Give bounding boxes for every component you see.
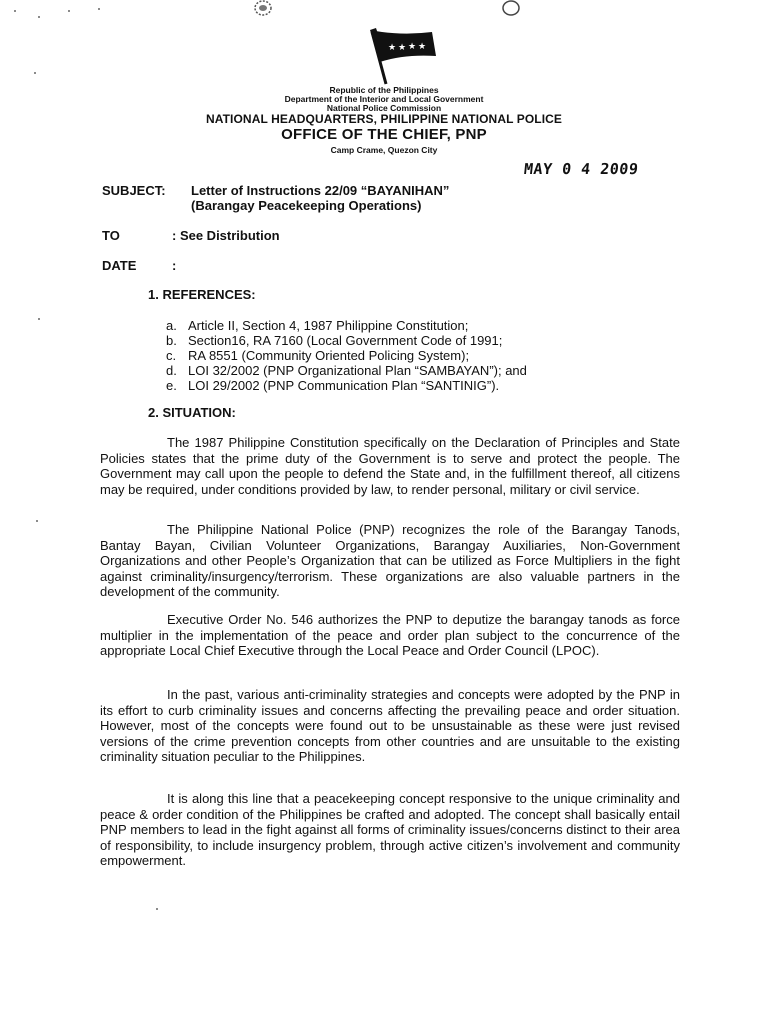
scan-speck (38, 318, 40, 320)
punch-hole-mark (500, 0, 522, 18)
svg-text:★: ★ (408, 42, 417, 52)
svg-text:★: ★ (398, 43, 407, 53)
date-value: : (172, 258, 177, 273)
scan-speck (38, 16, 40, 18)
reference-item: Section16, RA 7160 (Local Government Code of 1991; (188, 333, 503, 348)
reference-item: RA 8551 (Community Oriented Policing System); (188, 348, 470, 363)
subject-line-2: (Barangay Peacekeeping Operations) (191, 198, 422, 213)
scan-speck (34, 72, 36, 74)
subject-label: SUBJECT: (102, 183, 166, 198)
to-value: : See Distribution (172, 228, 280, 243)
reference-marker: a. (166, 318, 177, 333)
header-office: OFFICE OF THE CHIEF, PNP (281, 126, 487, 143)
situation-paragraph: Executive Order No. 546 authorizes the PNP to deputize the barangay tanods as force multiplier in the implementation of the peace and order plan subject to the concurrence of the appropriate Local Chief Executive through the Local Peace and Order Council (LPOC). (100, 612, 680, 658)
situation-paragraph: It is along this line that a peacekeeping concept responsive to the unique criminality and peace & order condition of the Philippines be crafted and adopted. The concept shall basically entail PNP members to lead in the fight against all forms of criminality issues/concerns distinct to their area of responsibility, to include insurgency problem, through active citizen’s involvement and community empowerment. (100, 791, 680, 868)
references-heading: 1. REFERENCES: (148, 287, 256, 302)
scan-speck (36, 520, 38, 522)
header-headquarters: NATIONAL HEADQUARTERS, PHILIPPINE NATIONAL POLICE (205, 112, 563, 126)
svg-text:★: ★ (388, 43, 397, 53)
situation-paragraph: The 1987 Philippine Constitution specifically on the Declaration of Principles and State Policies states that the prime duty of the Government is to serve and protect the people. The Government may call upon the people to defend the State and, in the fulfillment thereof, all citizens may be required, under conditions provided by law, to render personal, military or civil service. (100, 435, 680, 497)
subject-line-1: Letter of Instructions 22/09 “BAYANIHAN” (191, 183, 450, 198)
reference-item: LOI 29/2002 (PNP Communication Plan “SANTINIG”). (188, 378, 500, 393)
scan-speck (98, 8, 100, 10)
reference-marker: e. (166, 378, 177, 393)
pnp-flag-logo (360, 26, 440, 86)
situation-paragraph: The Philippine National Police (PNP) recognizes the role of the Barangay Tanods, Bantay Bayan, Civilian Volunteer Organizations, Barangay Auxiliaries, Non-Government Organizations and other People’s Organization that can be utilized as Force Multipliers in the fight against criminality/insurgency/terrorism. These organizations are also valuable partners in the development of the community. (100, 522, 680, 599)
date-stamp: MAY 0 4 2009 (523, 160, 640, 178)
date-label: DATE (102, 258, 137, 273)
punch-hole-mark (252, 0, 274, 18)
reference-marker: d. (166, 363, 177, 378)
scan-speck (156, 908, 158, 910)
situation-paragraph: In the past, various anti-criminality strategies and concepts were adopted by the PNP in its effort to curb criminality issues and concerns affecting the prevailing peace and order situation. However, most of the concepts were found out to be unsustainable as these were just revised versions of the crime prevention concepts from other countries and are unsuitable to the existing criminality situation peculiar to the Philippines. (100, 687, 680, 764)
to-label: TO (102, 228, 120, 243)
situation-heading: 2. SITUATION: (148, 405, 236, 420)
reference-marker: b. (166, 333, 177, 348)
header-location: Camp Crame, Quezon City (330, 145, 438, 155)
scan-speck (68, 10, 70, 12)
header-republic: Republic of the Philippines (329, 85, 439, 95)
svg-text:★: ★ (418, 42, 427, 52)
scan-speck (14, 10, 16, 12)
header-department: Department of the Interior and Local Government (284, 94, 484, 104)
reference-item: Article II, Section 4, 1987 Philippine Constitution; (188, 318, 469, 333)
reference-item: LOI 32/2002 (PNP Organizational Plan “SAMBAYAN”); and (188, 363, 527, 378)
reference-marker: c. (166, 348, 177, 363)
header-commission: National Police Commission (326, 103, 442, 113)
